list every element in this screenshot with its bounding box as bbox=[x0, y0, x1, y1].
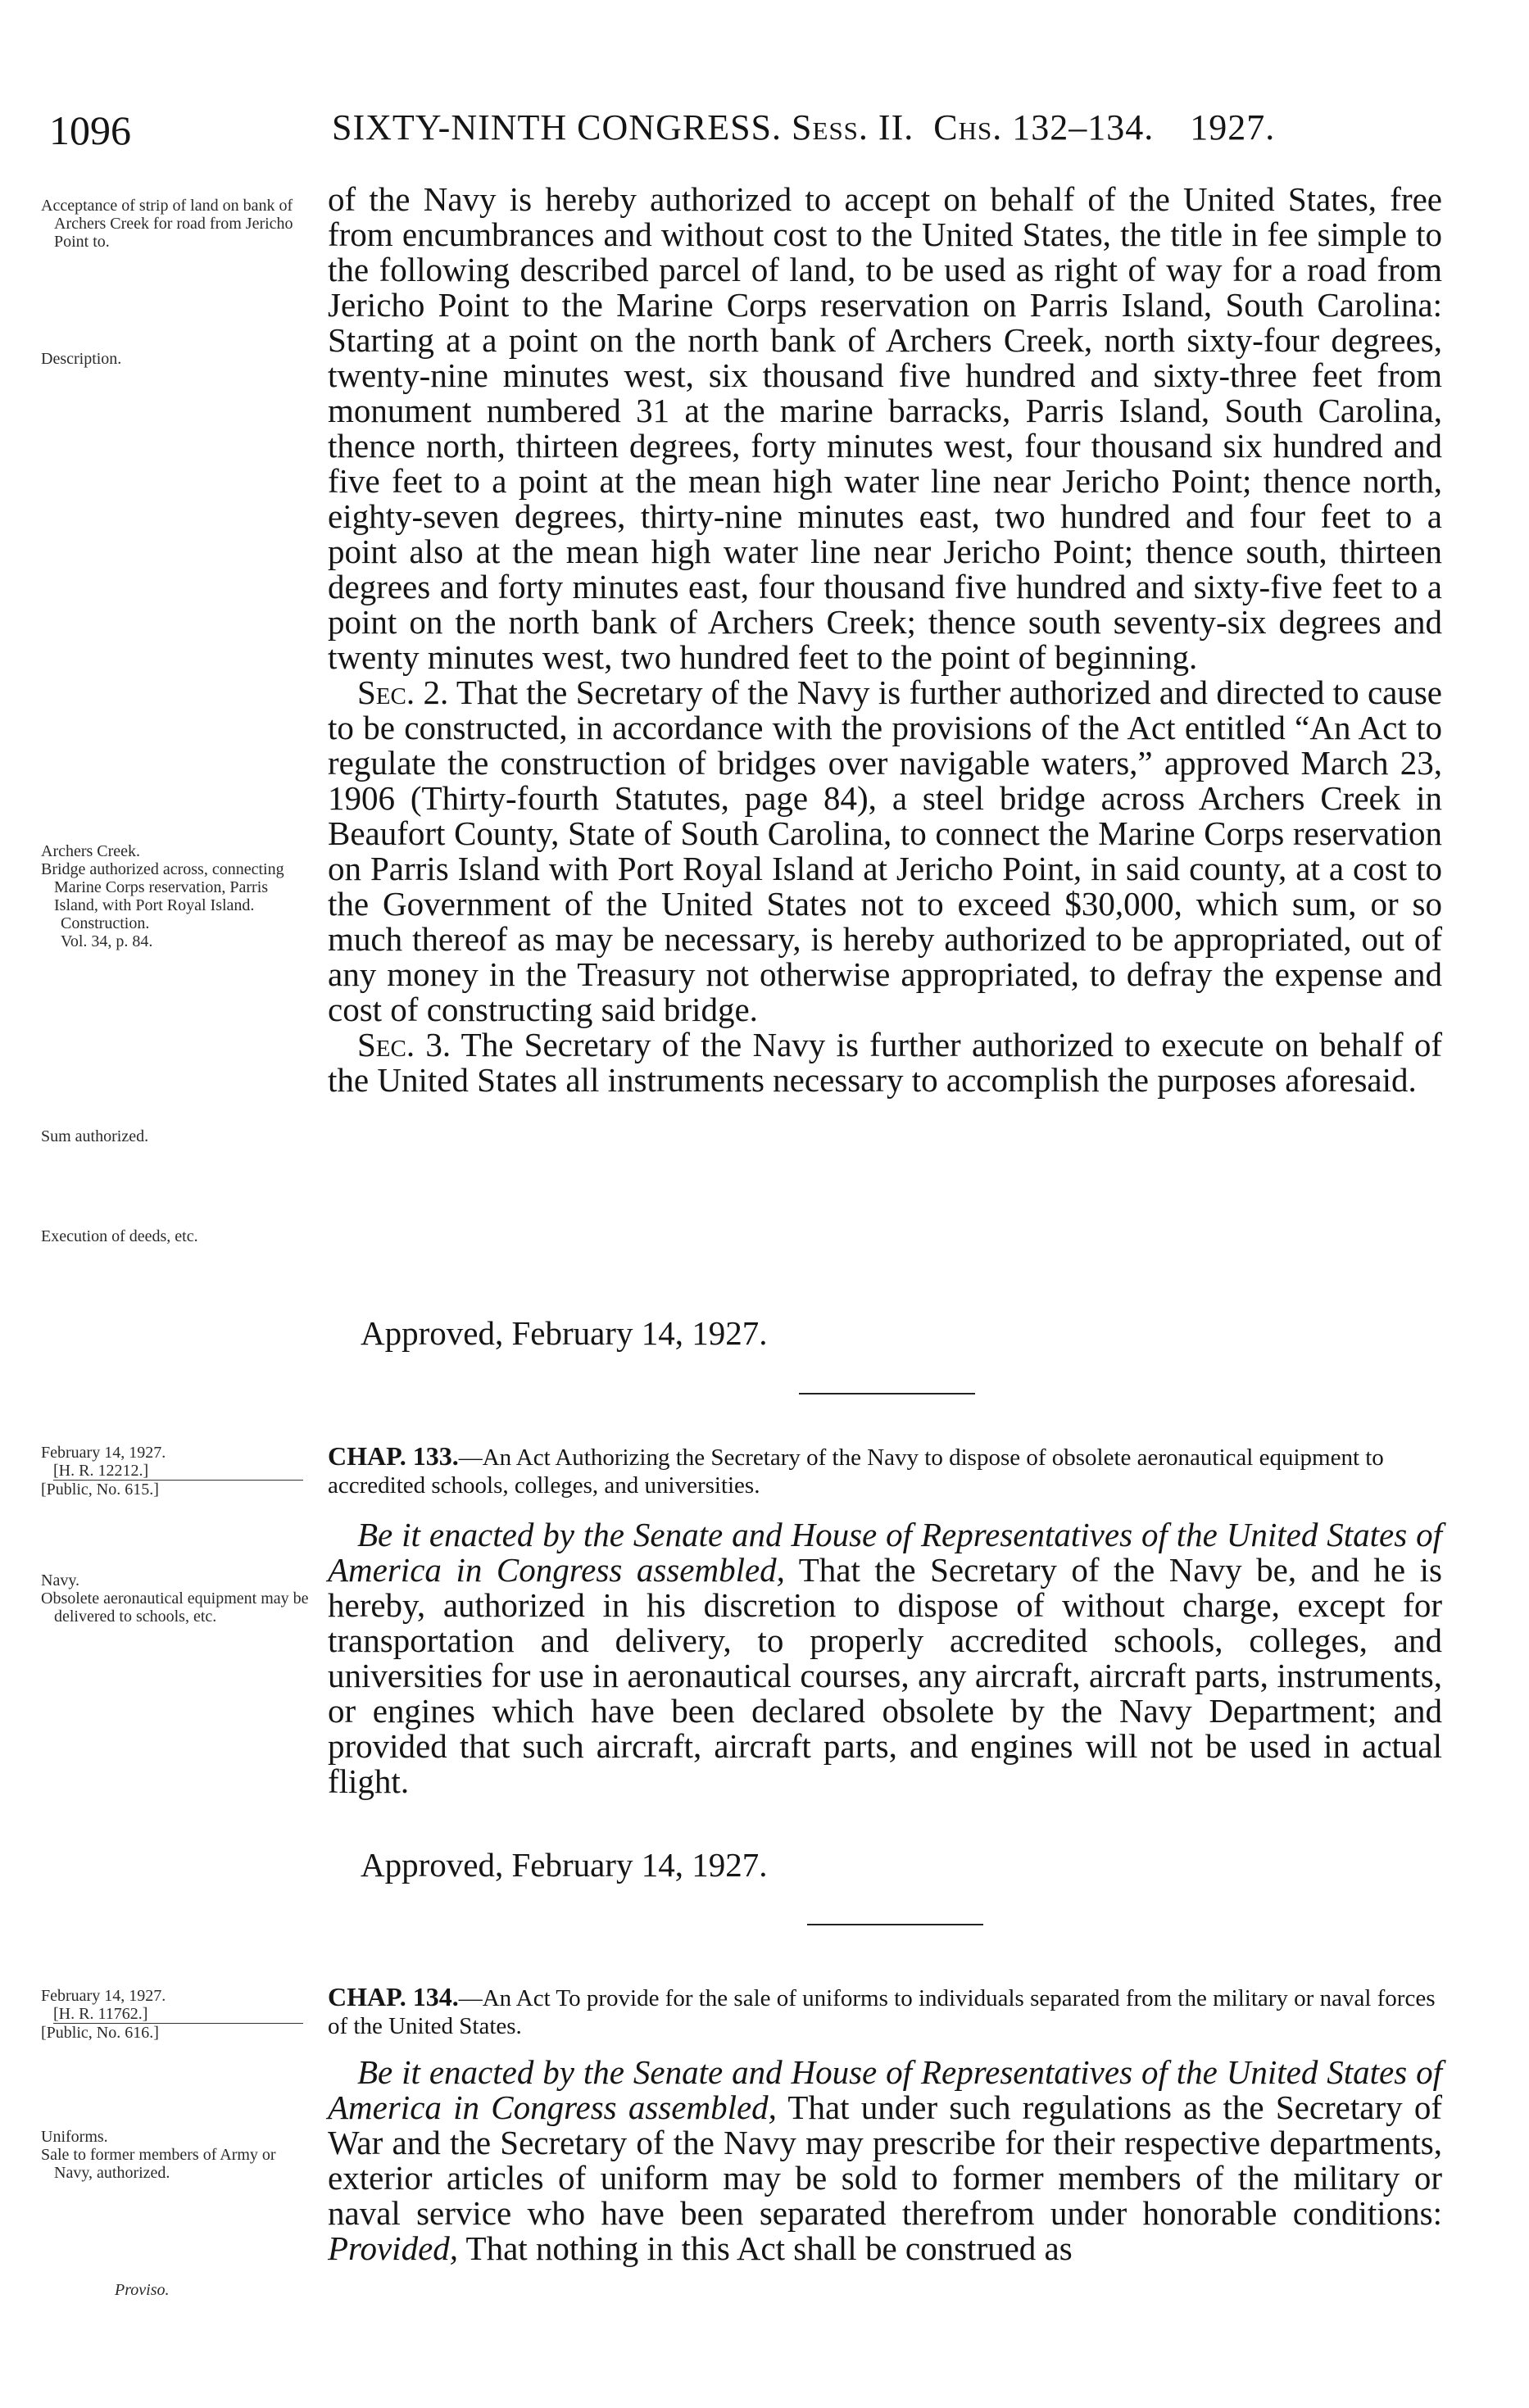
approved-ch132: Approved, February 14, 1927. bbox=[361, 1314, 768, 1352]
margin-note-acceptance: Acceptance of strip of land on bank of Archers Creek for road from Jericho Point to. bbox=[41, 197, 293, 251]
provided-word: Provided, bbox=[328, 2229, 459, 2267]
margin-note-execution: Execution of deeds, etc. bbox=[41, 1227, 198, 1245]
congress-title: SIXTY-NINTH CONGRESS. bbox=[332, 107, 783, 147]
margin-note-navy bbox=[41, 1571, 315, 1626]
margin-uniforms: Uniforms. bbox=[41, 2128, 108, 2146]
margin-ch134-citation bbox=[41, 1987, 315, 2042]
ch134-hr: [H. R. 11762.] bbox=[53, 2005, 303, 2024]
margin-note-description: Description. bbox=[41, 350, 122, 368]
ch134-public: [Public, No. 616.] bbox=[41, 2024, 159, 2042]
margin-note-sum: Sum authorized. bbox=[41, 1127, 149, 1145]
ch133-hr: [H. R. 12212.] bbox=[53, 1462, 303, 1481]
chap132-body bbox=[328, 182, 1442, 1098]
enacting-clause-134: Be it enacted by the Senate and House of Representatives of the United States of America in Congress assembled, bbox=[328, 2053, 1442, 2126]
chap133-text: That the Secretary of the Navy be, and he is hereby, authorized in his discretion to dispose of without charge, except for transportation and delivery, to properly accredited schools, colleges, and universities for use in aeronautical courses, any aircraft, aircraft parts, instruments, or engines which have been declared obsolete by the Navy Department; and provided that such aircraft, aircraft parts, and engines will not be used in actual flight. bbox=[328, 1551, 1442, 1800]
ch133-date: February 14, 1927. bbox=[41, 1444, 166, 1462]
ch134-date: February 14, 1927. bbox=[41, 1987, 166, 2005]
margin-bridge-authorized: Bridge authorized across, connecting Marine Corps reservation, Parris Island, with Port Royal Island. bbox=[41, 860, 284, 914]
margin-navy-obsolete: Obsolete aeronautical equipment may be delivered to schools, etc. bbox=[41, 1589, 309, 1626]
sec3-label: Sec. 3. bbox=[357, 1026, 451, 1063]
session-label: Sess. II. bbox=[792, 107, 914, 147]
chap132-paragraph: of the Navy is hereby authorized to accept on behalf of the United States, free from encumbrances and without cost to the United States, the title in fee simple to the following described parcel of land, to be used as right of way for a road from Jericho Point to the Marine Corps reservation on Parris Island, South Carolina: Starting at a point on the north bank of Archers Creek, north sixty-four degrees, twenty-nine minutes west, six thousand five hundred and sixty-three feet from monument numbered 31 at the marine barracks, Parris Island, South Carolina, thence north, thirteen degrees, forty minutes west, four thousand six hundred and five feet to a point at the mean high water line near Jericho Point; thence north, eighty-seven degrees, thirty-nine minutes east, two hundred and four feet to a point also at the mean high water line near Jericho Point; thence south, thirteen degrees and forty minutes east, four thousand five hundred and sixty-five feet to a point on the north bank of Archers Creek; thence south seventy-six degrees and twenty minutes west, two hundred feet to the point of beginning. bbox=[328, 180, 1442, 676]
margin-construction: Construction. bbox=[61, 914, 150, 932]
margin-archers-creek: Archers Creek. bbox=[41, 842, 141, 860]
chap133-title: —An Act Authorizing the Secretary of the Navy to dispose of obsolete aeronautical equipment to accredited schools, colleges, and universities. bbox=[328, 1444, 1384, 1499]
year-label: 1927. bbox=[1190, 107, 1276, 147]
chap134-body bbox=[328, 2055, 1442, 2266]
separator-rule-2 bbox=[807, 1924, 983, 1925]
ch133-public: [Public, No. 615.] bbox=[41, 1481, 159, 1499]
separator-rule bbox=[799, 1393, 975, 1394]
sec2-paragraph bbox=[328, 675, 1442, 1027]
sec2-text: That the Secretary of the Navy is further authorized and directed to cause to be constructed, in accordance with the provisions of the Act entitled “An Act to regulate the construction of bridges over navigable waters,” approved March 23, 1906 (Thirty-fourth Statutes, page 84), a steel bridge across Archers Creek in Beaufort County, State of South Carolina, to connect the Marine Corps reservation on Parris Island with Port Royal Island at Jericho Point, in said county, at a cost to the Government of the United States not to exceed $30,000, which sum, or so much thereof as may be necessary, is hereby authorized to be appropriated, out of any money in the Treasury not otherwise appropriated, to defray the expense and cost of constructing said bridge. bbox=[328, 673, 1443, 1028]
chap134-title: —An Act To provide for the sale of uniforms to individuals separated from the military or naval forces of the United States. bbox=[328, 1985, 1436, 2039]
running-header bbox=[49, 107, 1459, 172]
sec2-label: Sec. 2. bbox=[357, 673, 449, 711]
chap134-heading bbox=[328, 1983, 1459, 2040]
enacting-clause-133: Be it enacted by the Senate and House of Representatives of the United States of America in Congress assembled, bbox=[328, 1516, 1442, 1589]
chap134-tail: That nothing in this Act shall be construed as bbox=[465, 2229, 1073, 2267]
sec3-text: The Secretary of the Navy is further authorized to execute on behalf of the United States all instruments necessary to accomplish the purposes aforesaid. bbox=[328, 1026, 1442, 1099]
margin-navy: Navy. bbox=[41, 1571, 80, 1589]
sec3-paragraph bbox=[328, 1027, 1442, 1098]
margin-note-proviso: Proviso. bbox=[115, 2281, 170, 2299]
approved-ch133: Approved, February 14, 1927. bbox=[361, 1846, 768, 1884]
chapters-label: Chs. 132–134. bbox=[933, 107, 1155, 147]
chap134-label: CHAP. 134. bbox=[328, 1982, 459, 2011]
margin-vol-ref: Vol. 34, p. 84. bbox=[61, 932, 153, 950]
chap133-label: CHAP. 133. bbox=[328, 1441, 459, 1471]
chap134-text: That under such regulations as the Secretary of War and the Secretary of the Navy may prescribe for their respective departments, exterior articles of uniform may be sold to former members of the military or naval service who have been separated therefrom under honorable conditions: bbox=[328, 2088, 1443, 2232]
margin-note-uniforms bbox=[41, 2128, 315, 2182]
chap134-paragraph bbox=[328, 2055, 1442, 2266]
running-title bbox=[332, 107, 1275, 148]
margin-note-bridge bbox=[41, 842, 315, 950]
chap133-body bbox=[328, 1517, 1442, 1799]
chap133-heading bbox=[328, 1442, 1459, 1499]
margin-ch133-citation bbox=[41, 1444, 315, 1499]
chap133-paragraph bbox=[328, 1517, 1442, 1799]
page-number: 1096 bbox=[49, 107, 131, 153]
margin-uniforms-sale: Sale to former members of Army or Navy, authorized. bbox=[41, 2146, 276, 2182]
